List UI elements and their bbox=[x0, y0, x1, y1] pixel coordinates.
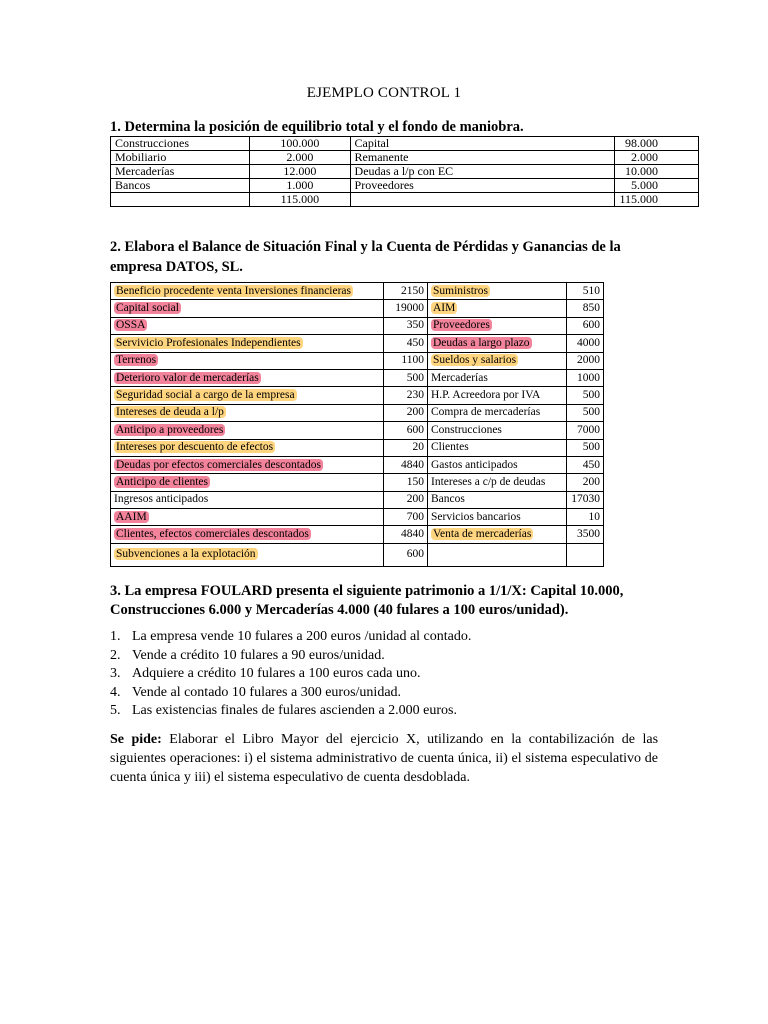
table-row bbox=[111, 526, 604, 543]
account-value: 4840 bbox=[384, 456, 428, 473]
account-name bbox=[111, 474, 384, 491]
account-label: Clientes bbox=[431, 441, 469, 454]
account-value: 150 bbox=[384, 474, 428, 491]
account-value: 200 bbox=[567, 474, 604, 491]
account-name bbox=[428, 387, 567, 404]
account-name bbox=[428, 526, 567, 543]
account-value: 600 bbox=[384, 422, 428, 439]
account-name bbox=[111, 456, 384, 473]
account-value: 450 bbox=[384, 335, 428, 352]
account-value: 600 bbox=[384, 543, 428, 566]
account-name bbox=[428, 509, 567, 526]
table-row bbox=[111, 352, 604, 369]
account-label: Servicios bancarios bbox=[431, 510, 521, 523]
cell-asset-value: 2.000 bbox=[250, 151, 350, 165]
account-name bbox=[428, 422, 567, 439]
cell-liability: Deudas a l/p con EC bbox=[350, 165, 615, 179]
account-name bbox=[428, 300, 567, 317]
account-name bbox=[111, 335, 384, 352]
table-row bbox=[111, 509, 604, 526]
account-label: AIM bbox=[433, 302, 456, 315]
account-label: Servivicio Profesionales Independientes bbox=[116, 336, 301, 349]
cell-asset: Bancos bbox=[111, 179, 250, 193]
cell-asset-total: 115.000 bbox=[250, 193, 350, 207]
cell-liability-total: 115.000 bbox=[615, 193, 699, 207]
table-row bbox=[111, 456, 604, 473]
account-name bbox=[111, 317, 384, 334]
account-label: Compra de mercaderías bbox=[431, 406, 541, 419]
question-1-heading: 1. Determina la posición de equilibrio total y el fondo de maniobra. bbox=[110, 119, 524, 135]
cell-liability-value: 98.000 bbox=[615, 137, 699, 151]
account-label: Venta de mercaderías bbox=[433, 528, 532, 541]
accounts-table bbox=[110, 282, 604, 567]
account-label: Seguridad social a cargo de la empresa bbox=[116, 389, 295, 402]
account-value: 500 bbox=[567, 387, 604, 404]
account-name bbox=[428, 404, 567, 421]
table-row bbox=[111, 165, 699, 179]
list-item: 5. Las existencias finales de fulares ascienden a 2.000 euros. bbox=[110, 703, 457, 719]
account-label: Bancos bbox=[431, 493, 465, 506]
account-value: 7000 bbox=[567, 422, 604, 439]
account-value: 19000 bbox=[384, 300, 428, 317]
account-value: 20 bbox=[384, 439, 428, 456]
account-label: Subvenciones a la explotación bbox=[116, 548, 256, 561]
account-name bbox=[111, 387, 384, 404]
account-name bbox=[111, 491, 384, 508]
document-title: EJEMPLO CONTROL 1 bbox=[306, 85, 462, 101]
account-value: 1000 bbox=[567, 369, 604, 386]
account-value: 3500 bbox=[567, 526, 604, 543]
table-row bbox=[111, 300, 604, 317]
cell-asset: Mobiliario bbox=[111, 151, 250, 165]
table-row bbox=[111, 387, 604, 404]
account-value: 350 bbox=[384, 317, 428, 334]
account-name bbox=[428, 335, 567, 352]
question-2-heading: 2. Elabora el Balance de Situación Final y la Cuenta de Pérdidas y Ganancias de la empresa DATOS, SL. bbox=[110, 239, 621, 275]
account-value: 17030 bbox=[567, 491, 604, 508]
question-3-heading: 3. La empresa FOULARD presenta el siguiente patrimonio a 1/1/X: Capital 10.000, Construcciones 6.000 y Mercaderías 4.000 (40 fulares a 100 euros/unidad). bbox=[110, 583, 624, 618]
account-label: Anticipo de clientes bbox=[116, 475, 208, 488]
table-row bbox=[111, 422, 604, 439]
account-value: 500 bbox=[567, 439, 604, 456]
account-label: Anticipo a proveedores bbox=[116, 423, 224, 436]
account-label: Ingresos anticipados bbox=[114, 493, 209, 506]
cell-liability: Remanente bbox=[350, 151, 615, 165]
cell-asset: Construcciones bbox=[111, 137, 250, 151]
cell-liability-value: 5.000 bbox=[615, 179, 699, 193]
account-label: Suministros bbox=[433, 284, 488, 297]
equilibrium-table bbox=[110, 136, 699, 207]
account-value: 1100 bbox=[384, 352, 428, 369]
account-name bbox=[111, 283, 384, 300]
account-label: Intereses a c/p de deudas bbox=[431, 475, 546, 488]
account-value: 510 bbox=[567, 283, 604, 300]
table-row bbox=[111, 335, 604, 352]
account-name bbox=[111, 300, 384, 317]
table-row bbox=[111, 317, 604, 334]
list-item: 2. Vende a crédito 10 fulares a 90 euros/unidad. bbox=[110, 647, 385, 663]
account-label: Intereses por descuento de efectos bbox=[116, 441, 274, 454]
table-row bbox=[111, 474, 604, 491]
account-value: 200 bbox=[384, 491, 428, 508]
table-row bbox=[111, 179, 699, 193]
account-label: Clientes, efectos comerciales descontados bbox=[116, 528, 309, 541]
cell-liability: Capital bbox=[350, 137, 615, 151]
account-value: 700 bbox=[384, 509, 428, 526]
table-row bbox=[111, 283, 604, 300]
account-label: Mercaderías bbox=[431, 371, 488, 384]
account-label: Intereses de deuda a l/p bbox=[116, 406, 224, 419]
table-row bbox=[111, 439, 604, 456]
account-label: Sueldos y salarios bbox=[433, 354, 517, 367]
account-name bbox=[428, 352, 567, 369]
account-label: Capital social bbox=[116, 302, 179, 315]
cell-asset-value: 12.000 bbox=[250, 165, 350, 179]
account-name bbox=[111, 404, 384, 421]
account-value: 2000 bbox=[567, 352, 604, 369]
account-name bbox=[111, 439, 384, 456]
account-label: Deudas por efectos comerciales descontados bbox=[116, 458, 322, 471]
table-row bbox=[111, 404, 604, 421]
cell-liability: Proveedores bbox=[350, 179, 615, 193]
account-name bbox=[428, 456, 567, 473]
account-name bbox=[111, 526, 384, 543]
table-row bbox=[111, 491, 604, 508]
cell-asset-value: 100.000 bbox=[250, 137, 350, 151]
account-value: 500 bbox=[384, 369, 428, 386]
account-value: 230 bbox=[384, 387, 428, 404]
account-name bbox=[428, 543, 567, 566]
account-name bbox=[428, 317, 567, 334]
account-label: Proveedores bbox=[433, 319, 490, 332]
cell-liability-value: 2.000 bbox=[615, 151, 699, 165]
account-value: 4000 bbox=[567, 335, 604, 352]
account-value: 200 bbox=[384, 404, 428, 421]
account-name bbox=[428, 439, 567, 456]
account-label: Deterioro valor de mercaderías bbox=[116, 371, 259, 384]
account-name bbox=[428, 369, 567, 386]
table-row bbox=[111, 151, 699, 165]
account-name bbox=[428, 283, 567, 300]
list-item: 3. Adquiere a crédito 10 fulares a 100 euros cada uno. bbox=[110, 666, 421, 682]
account-label: Construcciones bbox=[431, 423, 502, 436]
table-row bbox=[111, 369, 604, 386]
account-value: 2150 bbox=[384, 283, 428, 300]
account-label: H.P. Acreedora por IVA bbox=[431, 389, 541, 402]
account-value: 850 bbox=[567, 300, 604, 317]
list-item: 4. Vende al contado 10 fulares a 300 euros/unidad. bbox=[110, 684, 402, 700]
cell-liability bbox=[350, 193, 615, 207]
account-label: AAIM bbox=[116, 510, 147, 523]
account-name bbox=[111, 509, 384, 526]
account-name bbox=[111, 422, 384, 439]
account-label: Beneficio procedente venta Inversiones financieras bbox=[116, 284, 352, 297]
task-label: Se pide: bbox=[110, 732, 162, 747]
table-row-total bbox=[111, 193, 699, 207]
table-row bbox=[111, 137, 699, 151]
account-value: 600 bbox=[567, 317, 604, 334]
account-label: Terrenos bbox=[116, 354, 157, 367]
table-row bbox=[111, 543, 604, 566]
account-label: OSSA bbox=[116, 319, 146, 332]
cell-asset-value: 1.000 bbox=[250, 179, 350, 193]
account-value: 450 bbox=[567, 456, 604, 473]
list-item: 1. La empresa vende 10 fulares a 200 euros /unidad al contado. bbox=[110, 629, 472, 644]
account-label: Gastos anticipados bbox=[431, 458, 518, 471]
account-name bbox=[428, 491, 567, 508]
account-value: 4840 bbox=[384, 526, 428, 543]
operations-list bbox=[110, 628, 670, 721]
cell-asset bbox=[111, 193, 250, 207]
account-value bbox=[567, 543, 604, 566]
account-name bbox=[111, 369, 384, 386]
cell-liability-value: 10.000 bbox=[615, 165, 699, 179]
account-value: 10 bbox=[567, 509, 604, 526]
account-name bbox=[111, 352, 384, 369]
account-name bbox=[428, 474, 567, 491]
account-value: 500 bbox=[567, 404, 604, 421]
cell-asset: Mercaderías bbox=[111, 165, 250, 179]
account-label: Deudas a largo plazo bbox=[433, 336, 530, 349]
account-name bbox=[111, 543, 384, 566]
task-statement bbox=[110, 730, 658, 787]
task-text: Elaborar el Libro Mayor del ejercicio X, utilizando en la contabilización de las siguientes operaciones: i) el sistema administrativo de cuenta única, ii) el sistema especulativo de cuenta única y iii) el sistema especulativo de cuenta desdoblada. bbox=[110, 732, 659, 785]
